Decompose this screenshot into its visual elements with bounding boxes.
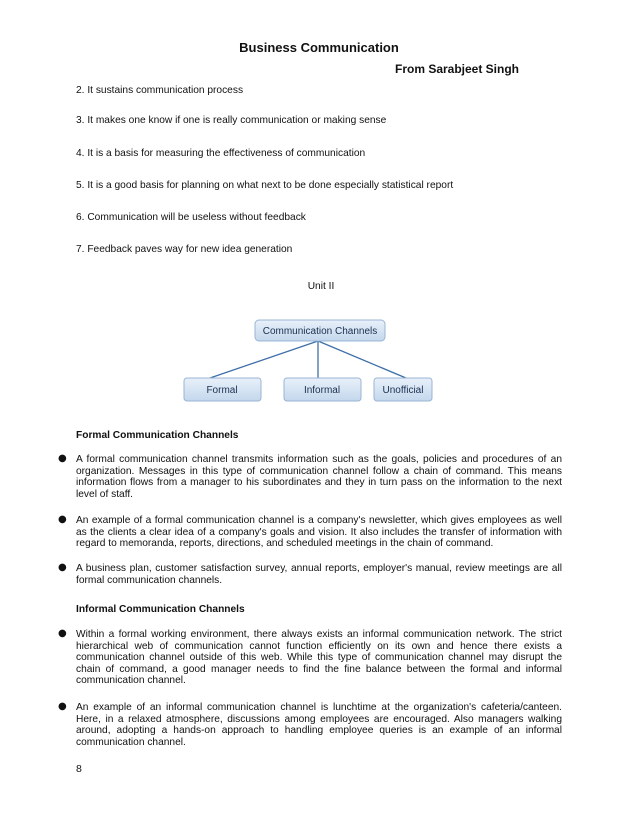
section-heading-formal: Formal Communication Channels xyxy=(76,430,239,441)
child-node-unofficial xyxy=(374,378,432,401)
section-heading-informal: Informal Communication Channels xyxy=(76,604,245,615)
bullet-icon: ● xyxy=(58,562,67,573)
child-node-informal xyxy=(284,378,361,401)
numbered-item: 3. It makes one know if one is really communication or making sense xyxy=(76,115,387,126)
numbered-item: 2. It sustains communication process xyxy=(76,85,244,96)
numbered-item: 6. Communication will be useless without feedback xyxy=(76,212,306,223)
bullet-icon: ● xyxy=(58,701,67,712)
child-node-label: Unofficial xyxy=(382,385,424,396)
child-node-formal xyxy=(184,378,261,401)
page-number: 8 xyxy=(76,763,82,775)
bullet-icon: ● xyxy=(58,453,67,464)
communication-channels-diagram xyxy=(178,316,440,408)
page-subtitle: From Sarabjeet Singh xyxy=(394,62,520,76)
paragraph: A business plan, customer satisfaction survey, annual reports, employer's manual, review meetings are all formal communication channels. xyxy=(76,563,562,586)
paragraph: An example of an informal communication channel is lunchtime at the organization's cafeteria/canteen. Here, in a relaxed atmosphere, discussions among employees are encouraged. Also managers walking around, adopting a hands-on approach to handling employee queries is an example of an informal communication channel. xyxy=(76,702,562,748)
page-title: Business Communication xyxy=(239,40,399,55)
connector-line xyxy=(210,341,318,378)
child-node-label: Formal xyxy=(206,385,238,396)
connector-lines xyxy=(210,341,406,378)
paragraph: An example of a formal communication channel is a company's newsletter, which gives employees as well as the clients a clear idea of a company's goals and vision. It also includes the transfer of information with regard to memoranda, reports, directions, and scheduled meetings in the chain of command. xyxy=(76,515,562,549)
connector-line xyxy=(318,341,406,378)
paragraph: A formal communication channel transmits information such as the goals, policies and procedures of an organization. Messages in this type of communication channel follow a chain of command. This means information flows from a manager to his subordinates and they in turn pass on the information to the next level of staff. xyxy=(76,454,562,500)
unit-heading: Unit II xyxy=(307,281,335,292)
paragraph: Within a formal working environment, there always exists an informal communication network. The strict hierarchical web of communication cannot function efficiently on its own and hence there exists a communication channel outside of this web. While this type of communication channel may disrupt the chain of command, a good manager needs to find the fine balance between the formal and informal communication channel. xyxy=(76,629,562,686)
root-node-label: Communication Channels xyxy=(262,326,378,337)
numbered-item: 7. Feedback paves way for new idea generation xyxy=(76,244,293,255)
root-node xyxy=(255,320,385,341)
numbered-item: 5. It is a good basis for planning on what next to be done especially statistical report xyxy=(76,180,454,191)
bullet-icon: ● xyxy=(58,514,67,525)
bullet-icon: ● xyxy=(58,628,67,639)
child-node-label: Informal xyxy=(303,385,341,396)
numbered-item: 4. It is a basis for measuring the effectiveness of communication xyxy=(76,148,366,159)
